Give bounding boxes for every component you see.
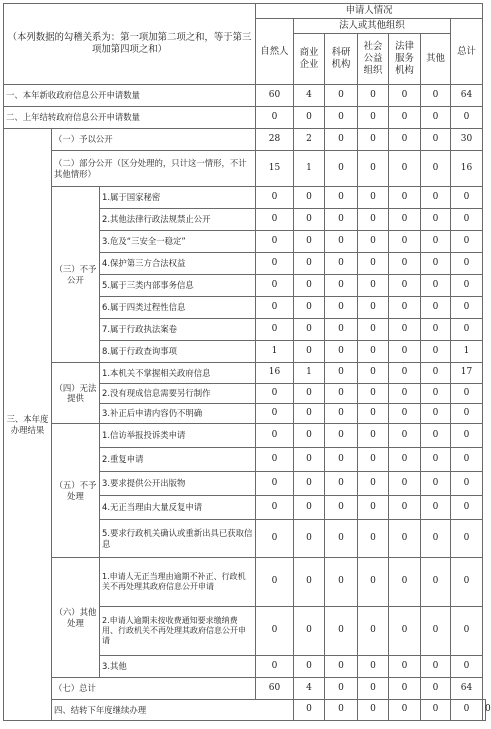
cell-value: 28 — [256, 129, 294, 151]
cell-value: 0 — [421, 384, 451, 404]
cell-value: 0 — [358, 275, 389, 297]
cell-value: 0 — [421, 363, 451, 384]
cell-value: 0 — [421, 151, 451, 187]
cell-value: 0 — [451, 384, 483, 404]
cell-value: 0 — [294, 107, 325, 129]
table-row — [4, 700, 486, 721]
cell-value: 0 — [389, 231, 421, 253]
cell-value: 60 — [256, 85, 294, 107]
cell-value: 0 — [389, 319, 421, 341]
cell-value: 0 — [451, 448, 483, 472]
cell-value: 0 — [389, 129, 421, 151]
cell-value: 0 — [358, 472, 389, 496]
row-label: 5.属于三类内部事务信息 — [100, 275, 256, 297]
cell-value: 0 — [358, 678, 389, 700]
cell-value: 0 — [256, 607, 294, 656]
row-label: 2.没有现成信息需要另行制作 — [100, 384, 256, 404]
cell-value: 0 — [294, 297, 325, 319]
row-label: （七）总计 — [52, 678, 256, 700]
cell-value: 0 — [451, 297, 483, 319]
table-row — [4, 151, 486, 187]
table-row — [4, 678, 486, 700]
cell-value: 0 — [256, 107, 294, 129]
cell-value: 0 — [358, 520, 389, 558]
row-label: 8.属于行政查询事项 — [100, 341, 256, 363]
cell-value: 0 — [389, 700, 421, 721]
cell-value: 30 — [451, 129, 483, 151]
row-label: 4.保护第三方合法权益 — [100, 253, 256, 275]
cell-value: 0 — [294, 187, 325, 209]
cell-value: 0 — [421, 187, 451, 209]
cell-value: 0 — [325, 607, 358, 656]
cell-value: 0 — [294, 231, 325, 253]
cell-value: 0 — [421, 129, 451, 151]
cell-value: 0 — [451, 700, 483, 721]
cell-value: 0 — [294, 448, 325, 472]
cell-value: 0 — [389, 209, 421, 231]
row-label: 3.其他 — [100, 656, 256, 678]
group-label-unavailable: （四）无法提供 — [52, 363, 100, 424]
cell-value: 0 — [421, 558, 451, 607]
cell-value: 0 — [451, 496, 483, 520]
cell-value: 0 — [325, 363, 358, 384]
cell-value: 0 — [421, 700, 451, 721]
row-label: 3.要求提供公开出版物 — [100, 472, 256, 496]
cell-value: 0 — [325, 319, 358, 341]
cell-value: 0 — [358, 107, 389, 129]
row-label: 3.危及“三安全一稳定” — [100, 231, 256, 253]
cell-value: 64 — [451, 678, 483, 700]
cell-value: 0 — [451, 607, 483, 656]
cell-value: 0 — [256, 253, 294, 275]
row-label: 3.补正后申请内容仍不明确 — [100, 404, 256, 424]
cell-value: 0 — [389, 187, 421, 209]
cell-value: 0 — [389, 107, 421, 129]
cell-value: 0 — [389, 363, 421, 384]
row-label: 1.申请人无正当理由逾期不补正、行政机关不再处理其政府信息公开申请 — [100, 558, 256, 607]
cell-value: 64 — [451, 85, 483, 107]
cell-value: 17 — [451, 363, 483, 384]
cell-value: 0 — [325, 253, 358, 275]
cell-value: 0 — [389, 253, 421, 275]
cell-value: 0 — [421, 678, 451, 700]
cell-value: 0 — [256, 187, 294, 209]
cell-value: 0 — [294, 496, 325, 520]
cell-value: 0 — [294, 341, 325, 363]
row-label: 1.信访举报投诉类申请 — [100, 424, 256, 448]
group-label-other-handling: （六）其他处理 — [52, 558, 100, 678]
table-row — [4, 187, 486, 209]
cell-value: 1 — [256, 341, 294, 363]
cell-value: 0 — [256, 384, 294, 404]
cell-value: 0 — [325, 678, 358, 700]
cell-value: 0 — [421, 319, 451, 341]
row-label: 2.申请人逾期未按收费通知要求缴纳费用、行政机关不再处理其政府信息公开申请 — [100, 607, 256, 656]
cell-value: 0 — [325, 187, 358, 209]
cell-value: 0 — [421, 520, 451, 558]
legal-entity-header: 法人或其他组织 — [294, 19, 451, 34]
cell-value: 4 — [294, 678, 325, 700]
cell-value: 0 — [256, 275, 294, 297]
cell-value: 0 — [325, 85, 358, 107]
gov-info-disclosure-table — [3, 3, 491, 721]
cell-value: 16 — [256, 363, 294, 384]
cell-value: 0 — [325, 209, 358, 231]
cell-value: 0 — [421, 209, 451, 231]
cell-value: 0 — [451, 231, 483, 253]
applicant-header: 申请人情况 — [256, 4, 483, 19]
cell-value: 0 — [358, 319, 389, 341]
cell-value: 0 — [389, 520, 421, 558]
cell-value: 0 — [256, 558, 294, 607]
cell-value: 0 — [358, 253, 389, 275]
cell-value: 0 — [358, 404, 389, 424]
cell-value: 0 — [358, 209, 389, 231]
table-row — [4, 424, 486, 448]
cell-value: 0 — [421, 424, 451, 448]
cell-value: 0 — [421, 107, 451, 129]
group-label-not-processed: （五）不予处理 — [52, 424, 100, 558]
cell-value: 0 — [325, 384, 358, 404]
cell-value: 0 — [325, 424, 358, 448]
cell-value: 0 — [421, 341, 451, 363]
cell-value: 0 — [389, 151, 421, 187]
cell-value: 0 — [256, 656, 294, 678]
group-label-withheld: （三）不予公开 — [52, 187, 100, 363]
cell-value: 0 — [421, 275, 451, 297]
cell-value: 1 — [294, 363, 325, 384]
cell-value: 0 — [358, 363, 389, 384]
cell-value: 0 — [389, 607, 421, 656]
cell-value: 0 — [451, 472, 483, 496]
cell-value: 0 — [389, 656, 421, 678]
table-description: （本列数据的勾稽关系为：第一项加第二项之和，等于第三项加第四项之和） — [4, 4, 256, 85]
cell-value: 0 — [294, 558, 325, 607]
cell-value: 0 — [325, 129, 358, 151]
cell-value: 0 — [421, 607, 451, 656]
cell-value: 0 — [451, 404, 483, 424]
cell-value: 0 — [421, 297, 451, 319]
cell-value: 0 — [294, 700, 325, 721]
cell-value: 0 — [451, 209, 483, 231]
cell-value: 0 — [451, 558, 483, 607]
cell-value: 0 — [256, 496, 294, 520]
cell-value: 0 — [256, 448, 294, 472]
cell-value: 0 — [325, 341, 358, 363]
table-row — [4, 363, 486, 384]
cell-value: 0 — [294, 319, 325, 341]
cell-value: 0 — [256, 209, 294, 231]
cell-value: 0 — [325, 496, 358, 520]
row-label: 5.要求行政机关确认或重新出具已获取信息 — [100, 520, 256, 558]
cell-value: 0 — [358, 558, 389, 607]
cell-value: 0 — [451, 253, 483, 275]
cell-value: 0 — [389, 448, 421, 472]
cell-value: 0 — [389, 558, 421, 607]
social-header: 社会公益组织 — [358, 34, 389, 85]
cell-value: 0 — [256, 297, 294, 319]
cell-value: 1 — [294, 151, 325, 187]
cell-value: 0 — [325, 404, 358, 424]
row-label: 1.属于国家秘密 — [100, 187, 256, 209]
cell-value: 0 — [421, 231, 451, 253]
cell-value: 0 — [325, 520, 358, 558]
cell-value: 0 — [325, 700, 358, 721]
row-label: 1.本机关不掌握相关政府信息 — [100, 363, 256, 384]
cell-value: 0 — [389, 496, 421, 520]
cell-value: 0 — [294, 520, 325, 558]
natural-person-header: 自然人 — [256, 19, 294, 85]
cell-value: 0 — [358, 607, 389, 656]
cell-value: 0 — [325, 151, 358, 187]
cell-value: 0 — [325, 231, 358, 253]
cell-value: 0 — [421, 85, 451, 107]
group-label-result: 三、本年度办理结果 — [4, 129, 52, 721]
cell-value: 2 — [294, 129, 325, 151]
cell-value: 0 — [294, 656, 325, 678]
row-label: 6.属于四类过程性信息 — [100, 297, 256, 319]
table-row — [4, 85, 486, 107]
cell-value: 0 — [358, 448, 389, 472]
cell-value: 0 — [389, 404, 421, 424]
cell-value: 0 — [256, 424, 294, 448]
table-row — [4, 107, 486, 129]
cell-value: 0 — [325, 275, 358, 297]
cell-value: 0 — [358, 187, 389, 209]
cell-value: 0 — [256, 472, 294, 496]
row-label: 一、本年新收政府信息公开申请数量 — [4, 85, 256, 107]
cell-value: 0 — [389, 297, 421, 319]
other-header: 其他 — [421, 34, 451, 85]
cell-value: 0 — [294, 275, 325, 297]
cell-value: 0 — [358, 129, 389, 151]
cell-value: 0 — [451, 187, 483, 209]
cell-value: 0 — [358, 700, 389, 721]
cell-value: 0 — [256, 231, 294, 253]
cell-value: 0 — [483, 700, 486, 721]
cell-value: 0 — [358, 85, 389, 107]
cell-value: 0 — [358, 297, 389, 319]
row-label: 2.其他法律行政法规禁止公开 — [100, 209, 256, 231]
cell-value: 0 — [358, 384, 389, 404]
cell-value: 0 — [451, 424, 483, 448]
cell-value: 1 — [451, 341, 483, 363]
cell-value: 0 — [451, 520, 483, 558]
cell-value: 60 — [256, 678, 294, 700]
cell-value: 0 — [389, 424, 421, 448]
cell-value: 0 — [421, 656, 451, 678]
cell-value: 0 — [389, 678, 421, 700]
cell-value: 0 — [325, 656, 358, 678]
cell-value: 0 — [358, 424, 389, 448]
cell-value: 0 — [451, 107, 483, 129]
cell-value: 0 — [294, 607, 325, 656]
cell-value: 4 — [294, 85, 325, 107]
cell-value: 0 — [325, 107, 358, 129]
cell-value: 0 — [389, 341, 421, 363]
cell-value: 0 — [389, 384, 421, 404]
cell-value: 0 — [256, 520, 294, 558]
row-label: 4.无正当理由大量反复申请 — [100, 496, 256, 520]
row-label: 二、上年结转政府信息公开申请数量 — [4, 107, 256, 129]
total-header: 总计 — [451, 19, 483, 85]
cell-value: 0 — [294, 404, 325, 424]
row-label: （二）部分公开（区分处理的，只计这一情形，不计其他情形） — [52, 151, 256, 187]
cell-value: 0 — [421, 472, 451, 496]
cell-value: 0 — [421, 404, 451, 424]
cell-value: 0 — [294, 424, 325, 448]
cell-value: 0 — [358, 341, 389, 363]
legal-service-header: 法律服务机构 — [389, 34, 421, 85]
cell-value: 0 — [451, 656, 483, 678]
cell-value: 0 — [421, 496, 451, 520]
cell-value: 0 — [325, 448, 358, 472]
commercial-header: 商业企业 — [294, 34, 325, 85]
cell-value: 0 — [389, 472, 421, 496]
cell-value: 0 — [325, 472, 358, 496]
table-row — [4, 129, 486, 151]
cell-value: 0 — [421, 448, 451, 472]
cell-value: 0 — [451, 275, 483, 297]
cell-value: 0 — [358, 151, 389, 187]
cell-value: 0 — [358, 656, 389, 678]
cell-value: 15 — [256, 151, 294, 187]
cell-value: 0 — [294, 384, 325, 404]
cell-value: 0 — [389, 85, 421, 107]
cell-value: 0 — [256, 404, 294, 424]
row-label: 7.属于行政执法案卷 — [100, 319, 256, 341]
row-label: 四、结转下年度继续办理 — [52, 700, 294, 721]
cell-value: 0 — [451, 319, 483, 341]
cell-value: 0 — [256, 319, 294, 341]
cell-value: 0 — [294, 472, 325, 496]
table-row — [4, 558, 486, 607]
cell-value: 16 — [451, 151, 483, 187]
cell-value: 0 — [294, 209, 325, 231]
cell-value: 0 — [325, 558, 358, 607]
cell-value: 0 — [389, 275, 421, 297]
research-header: 科研机构 — [325, 34, 358, 85]
row-label: 2.重复申请 — [100, 448, 256, 472]
cell-value: 0 — [325, 297, 358, 319]
cell-value: 0 — [358, 496, 389, 520]
cell-value: 0 — [421, 253, 451, 275]
cell-value: 0 — [358, 231, 389, 253]
row-label: （一）予以公开 — [52, 129, 256, 151]
cell-value: 0 — [294, 253, 325, 275]
